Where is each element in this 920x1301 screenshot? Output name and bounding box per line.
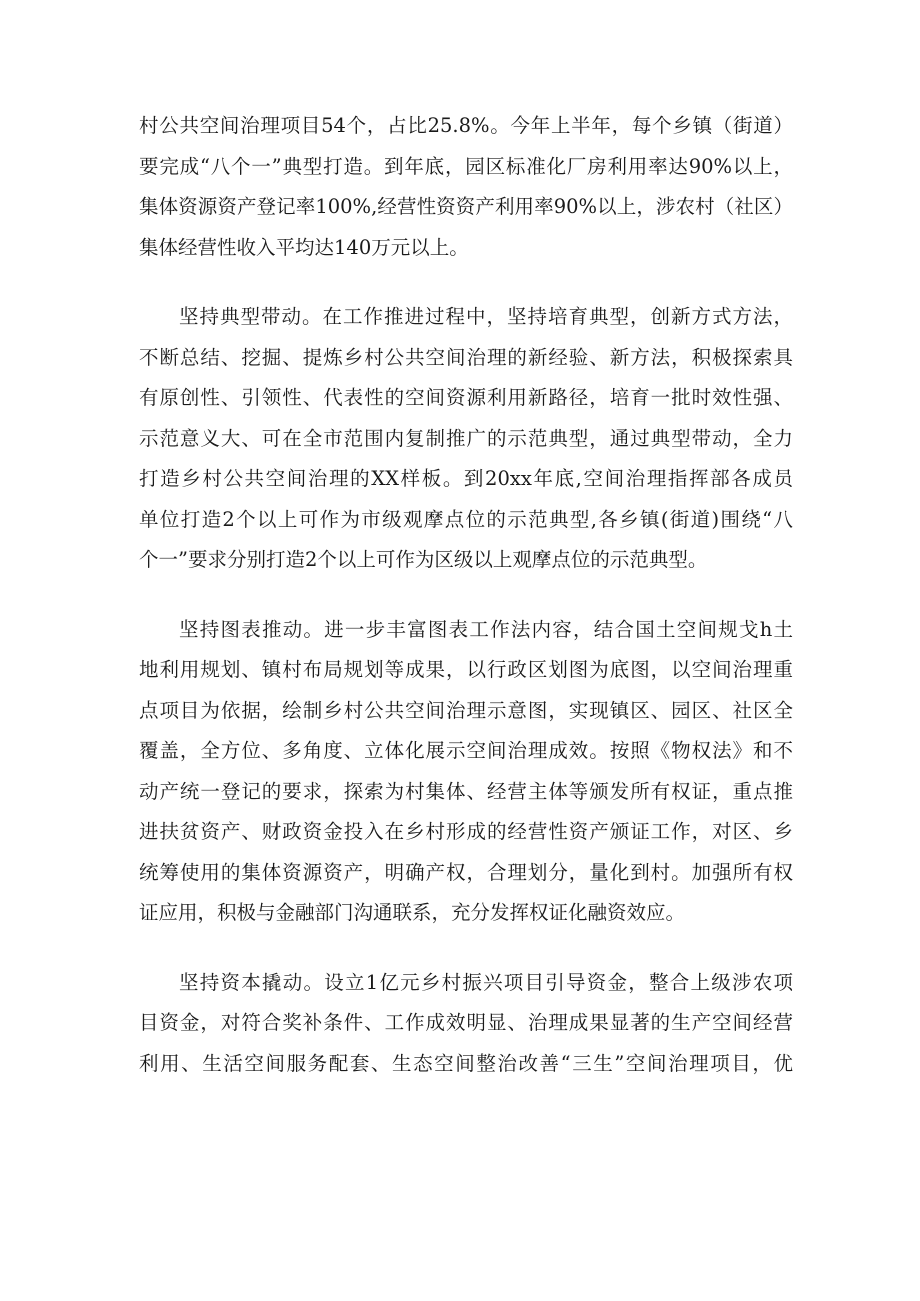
text-line: 进扶贫资产、财政资金投入在乡村形成的经营性资产颁证工作，对区、乡 <box>139 820 793 843</box>
text-line: 地利用规划、镇村布局规划等成果，以行政区划图为底图，以空间治理重 <box>139 658 793 681</box>
text-line: 集体经营性收入平均达140万元以上。 <box>139 235 469 259</box>
text-line: 覆盖，全方位、多角度、立体化展示空间治理成效。按照《物权法》和不 <box>139 739 793 762</box>
text-line: 要完成“八个一”典型打造。到年底，园区标准化厂房利用率达90%以上， <box>139 154 793 178</box>
document-page <box>139 106 793 1113</box>
text-line: 点项目为依据，绘制乡村公共空间治理示意图，实现镇区、园区、社区全 <box>139 698 793 722</box>
paragraph-1 <box>139 106 793 268</box>
text-line: 示范意义大、可在全市范围内复制推广的示范典型，通过典型带动，全力 <box>139 426 793 450</box>
text-line: 坚持典型带动。在工作推进过程中，坚持培育典型，创新方式方法， <box>179 305 793 328</box>
text-line: 打造乡村公共空间治理的XX样板。到20xx年底,空间治理指挥部各成员 <box>139 467 793 490</box>
text-line: 集体资源资产登记率100%,经营性资资产利用率90%以上，涉农村（社区） <box>139 195 793 218</box>
paragraph-capital-leverage <box>139 963 793 1085</box>
text-line: 统筹使用的集体资源资产，明确产权，合理划分，量化到村。加强所有权 <box>139 860 793 884</box>
text-line: 单位打造2个以上可作为市级观摩点位的示范典型,各乡镇(街道)围绕“八 <box>139 507 793 531</box>
text-line: 利用、生活空间服务配套、生态空间整治改善“三生”空间治理项目，优 <box>139 1051 793 1075</box>
text-line: 目资金，对符合奖补条件、工作成效明显、治理成果显著的生产空间经营 <box>139 1011 793 1034</box>
text-line: 坚持资本撬动。设立1亿元乡村振兴项目引导资金，整合上级涉农项 <box>179 970 793 994</box>
text-line: 个一”要求分别打造2个以上可作为区级以上观摩点位的示范典型。 <box>139 548 708 571</box>
text-line: 有原创性、引领性、代表性的空间资源利用新路径，培育一批时效性强、 <box>139 386 793 409</box>
paragraph-typical-demonstration <box>139 297 793 581</box>
text-line: 证应用，积极与金融部门沟通联系，充分发挥权证化融资效应。 <box>139 901 686 924</box>
text-line: 坚持图表推动。进一步丰富图表工作法内容，结合国土空间规戈h土 <box>179 617 793 641</box>
text-line: 动产统一登记的要求，探索为村集体、经营主体等颁发所有权证，重点推 <box>139 779 793 803</box>
text-line: 不断总结、挖掘、提炼乡村公共空间治理的新经验、新方法，积极探索具 <box>139 345 793 369</box>
paragraph-chart-promotion <box>139 610 793 934</box>
text-line: 村公共空间治理项目54个，占比25.8%。今年上半年，每个乡镇（街道） <box>139 114 793 137</box>
